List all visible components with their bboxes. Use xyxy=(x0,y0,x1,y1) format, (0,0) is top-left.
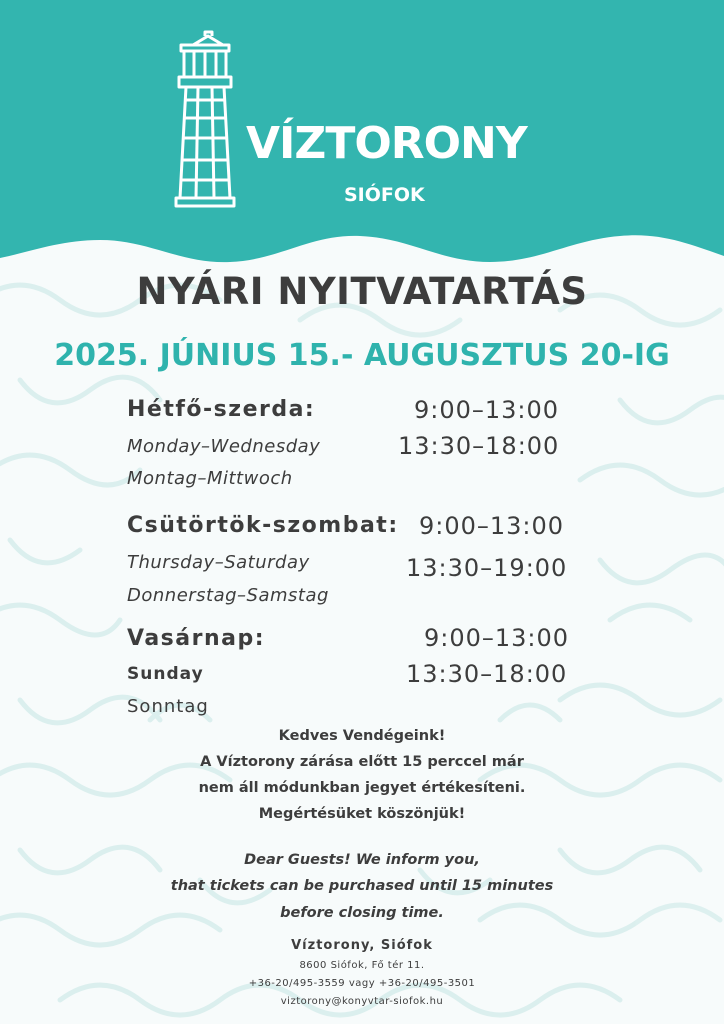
time-morning-thu-sat: 9:00–13:00 xyxy=(419,512,565,540)
notice-en-line-2: that tickets can be purchased until 15 minutes xyxy=(170,878,554,894)
day-sub-english-sunday: Sunday xyxy=(127,664,204,684)
day-sub-german-thu-sat: Donnerstag–Samstag xyxy=(127,585,329,606)
day-sub-english-mon-wed: Monday–Wednesday xyxy=(127,436,321,457)
day-label-thu-sat: Csütörtök-szombat: xyxy=(127,513,399,538)
notice-hu-line-2: A Víztorony zárása előtt 15 perccel már xyxy=(200,754,524,770)
time-afternoon-thu-sat: 13:30–19:00 xyxy=(406,554,568,582)
day-sub-german-sunday: Sonntag xyxy=(127,696,209,717)
notice-en-line-1: Dear Guests! We inform you, xyxy=(244,852,480,868)
page-title: NYÁRI NYITVATARTÁS xyxy=(136,270,588,313)
time-morning-mon-wed: 9:00–13:00 xyxy=(414,396,560,424)
water-tower-icon xyxy=(176,32,234,206)
date-range: 2025. JÚNIUS 15.- AUGUSZTUS 20-IG xyxy=(54,338,670,373)
day-sub-english-thu-sat: Thursday–Saturday xyxy=(127,552,310,573)
footer-phone: +36-20/495-3559 vagy +36-20/495-3501 xyxy=(248,978,476,989)
notice-hu-line-1: Kedves Vendégeink! xyxy=(278,728,446,744)
logo-title: VÍZTORONY xyxy=(246,118,527,169)
logo-subtitle: SIÓFOK xyxy=(344,184,425,206)
day-sub-german-mon-wed: Montag–Mittwoch xyxy=(127,468,293,489)
notice-en-line-3: before closing time. xyxy=(280,905,444,921)
day-label-mon-wed: Hétfő-szerda: xyxy=(127,397,316,422)
time-morning-sunday: 9:00–13:00 xyxy=(424,624,570,652)
footer-name: Víztorony, Siófok xyxy=(291,938,433,953)
notice-hu-line-3: nem áll módunkban jegyet értékesíteni. xyxy=(198,780,526,796)
footer-address: 8600 Siófok, Fő tér 11. xyxy=(299,960,425,971)
footer-email[interactable]: viztorony@konyvtar-siofok.hu xyxy=(280,996,444,1007)
notice-hu-line-4: Megértésüket köszönjük! xyxy=(258,806,466,822)
time-afternoon-sunday: 13:30–18:00 xyxy=(406,660,568,688)
time-afternoon-mon-wed: 13:30–18:00 xyxy=(398,432,560,460)
day-label-sunday: Vasárnap: xyxy=(127,626,266,651)
